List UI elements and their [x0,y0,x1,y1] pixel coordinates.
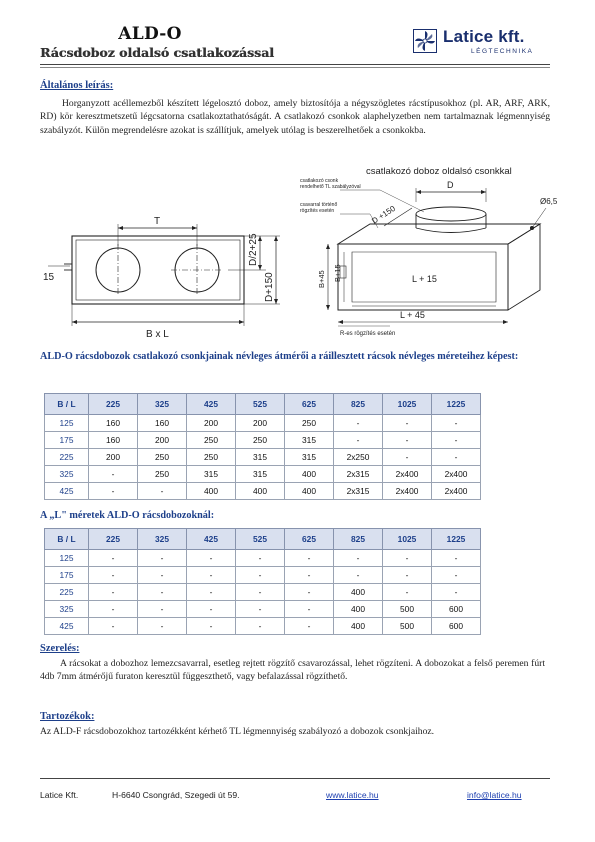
table-cell: 500 [383,618,432,635]
table-cell: 250 [138,466,187,483]
table-row-header: 225 [45,449,89,466]
diameter-table [44,393,481,500]
table-row [45,584,481,601]
table-cell: - [89,601,138,618]
table-cell: 160 [89,432,138,449]
table1-caption: ALD-O rácsdobozok csatlakozó csonkjainak névleges átmérői a ráillesztett rácsok névleges méreteihez képest: [40,351,519,362]
table-row-header: 225 [45,584,89,601]
table-cell: - [236,567,285,584]
table-header-cell: 525 [236,529,285,550]
table-header-cell: 225 [89,394,138,415]
table-cell: 160 [138,415,187,432]
dim-d2-label: D/2+25 [248,233,259,266]
table-header-cell: B / L [45,529,89,550]
table-cell: - [236,601,285,618]
table-cell: 2x400 [432,466,481,483]
table-cell: 2x400 [432,483,481,500]
table-cell: 200 [89,449,138,466]
table-cell: - [187,618,236,635]
footer-email-link[interactable]: info@latice.hu [467,790,522,800]
table-cell: 600 [432,618,481,635]
table-cell: - [285,567,334,584]
table-cell: - [236,550,285,567]
table-header-cell: 1025 [383,529,432,550]
table-header-cell: 425 [187,394,236,415]
table-row-header: 425 [45,483,89,500]
table-cell: 200 [187,415,236,432]
table-cell: 315 [236,466,285,483]
fan-logo-icon [413,29,437,53]
table-row [45,567,481,584]
table-row-header: 425 [45,618,89,635]
table-cell: 2x400 [383,483,432,500]
general-text: Horganyzott acéllemezből készített légelosztó doboz, amely biztosítója a négyszögletes rácstípusokhoz (pl. AR, ARF, ARK, RD) kör keresztmetszetű légcsatorna csatlakoztathatóságát. A csatlakozó csonkok alaphelyzetben nem tartalmaznak légmennyiség szabályzót. Külön megrendelésre azokat is szállítjuk, amelyek utólag is beszerelhetőek a csonkokba. [40,98,550,136]
table-row [45,449,481,466]
table-cell: 160 [89,415,138,432]
table-cell: 315 [285,432,334,449]
table-cell: - [138,483,187,500]
table-header-cell: 1225 [432,394,481,415]
table-row [45,618,481,635]
document-subtitle: Rácsdoboz oldalsó csatlakozással [40,45,274,60]
dim-bxl-label: B x L [146,329,169,340]
table-cell: 2x250 [334,449,383,466]
table-cell: - [383,415,432,432]
table-header-row [45,394,481,415]
table-header-cell: 625 [285,529,334,550]
table-row [45,432,481,449]
table-cell: - [334,432,383,449]
footer-company: Latice Kft. [40,790,79,800]
note-bottom: R-es rögzítés esetén [340,331,396,337]
table-cell: 400 [334,618,383,635]
company-logo [413,28,558,58]
table-cell: - [138,584,187,601]
table-cell: - [89,466,138,483]
table-cell: 500 [383,601,432,618]
iso-hole-label: Ø6,5 [540,197,558,206]
table-cell: - [89,550,138,567]
table-cell: 400 [334,584,383,601]
table-row-header: 175 [45,567,89,584]
table-cell: 2x315 [334,483,383,500]
iso-dim-d-label: D [447,180,454,190]
table-cell: - [432,550,481,567]
install-text: A rácsokat a dobozhoz lemezcsavarral, esetleg rejtett rögzítő csavarozással, lehet rögzíteni. A dobozokat a felső peremen fúrt 4db 7mm átmérőjű furaton keresztül függeszthető, vagy befalazással rögzíthető. [40,658,545,683]
header-rule-thin [40,67,550,68]
table-cell: - [187,601,236,618]
table-cell: 315 [236,449,285,466]
table-row-header: 125 [45,415,89,432]
logo-name: Latice kft. [443,27,525,46]
note-damper-line2: rendelhető TL szabályzóval [300,184,361,190]
table-cell: - [383,550,432,567]
accessories-text: Az ALD-F rácsdobozokhoz tartozékként kérhető TL légmennyiség szabályozó a dobozok csonkjaihoz. [40,726,435,737]
table-cell: 250 [187,432,236,449]
table-header-cell: 1225 [432,529,481,550]
length-table [44,528,481,635]
table-row-header: 125 [45,550,89,567]
table-cell: - [334,567,383,584]
table-row [45,415,481,432]
table-cell: - [187,550,236,567]
table-cell: - [138,601,187,618]
table-cell: - [236,584,285,601]
table-header-cell: 525 [236,394,285,415]
iso-dim-l15-label: L + 15 [412,274,437,284]
table-cell: 400 [236,483,285,500]
table-cell: 200 [138,432,187,449]
table-cell: - [334,550,383,567]
table-row-header: 325 [45,466,89,483]
table-cell: - [383,432,432,449]
iso-dim-b45-label: B+45 [317,270,326,288]
table-cell: - [432,415,481,432]
table-cell: 250 [285,415,334,432]
table-cell: - [187,567,236,584]
table-cell: - [285,618,334,635]
table-cell: - [383,584,432,601]
table-header-cell: 425 [187,529,236,550]
table2-caption: A „L" méretek ALD-O rácsdobozoknál: [40,510,215,521]
table-cell: - [138,618,187,635]
table-cell: 315 [187,466,236,483]
table-header-cell: 825 [334,529,383,550]
table-cell: - [432,449,481,466]
table-cell: 2x400 [383,466,432,483]
table-header-cell: 325 [138,394,187,415]
table-cell: - [334,415,383,432]
dim-d150-label: D+150 [264,272,275,302]
table-cell: - [285,550,334,567]
document-title: ALD-O [118,24,182,44]
iso-dim-b15-label: B+15 [333,264,342,282]
table-cell: 400 [285,483,334,500]
table-cell: 250 [187,449,236,466]
table-row [45,483,481,500]
table-header-cell: B / L [45,394,89,415]
table-header-cell: 825 [334,394,383,415]
table-row-header: 175 [45,432,89,449]
table-cell: - [89,584,138,601]
dim-t-label: T [154,216,161,227]
table-cell: - [187,584,236,601]
header-rule [40,64,550,65]
table-cell: - [383,567,432,584]
note-damper-line1: csatlakozó csonk [300,178,339,184]
title-block [40,24,340,60]
general-heading: Általános leírás: [40,80,114,91]
table-cell: - [432,567,481,584]
footer-web-link[interactable]: www.latice.hu [326,790,379,800]
iso-caption: csatlakozó doboz oldalsó csonkkal [366,166,512,177]
note-screw-line1: csavarral történő [300,202,338,208]
table-cell: - [236,618,285,635]
accessories-heading: Tartozékok: [40,711,95,722]
iso-dim-d150-label: D +150 [370,203,397,226]
table-row-header: 325 [45,601,89,618]
table-cell: - [138,550,187,567]
note-screw-line2: rögzítés esetén [300,208,335,214]
table-cell: - [285,584,334,601]
table-row [45,550,481,567]
table-cell: - [138,567,187,584]
table-cell: 400 [285,466,334,483]
table-cell: 250 [236,432,285,449]
table-cell: 2x315 [334,466,383,483]
table-cell: 200 [236,415,285,432]
table-header-cell: 225 [89,529,138,550]
table-cell: - [89,483,138,500]
logo-tagline: LÉGTECHNIKA [471,48,534,55]
table-cell: 400 [187,483,236,500]
table-row [45,466,481,483]
table-cell: - [383,449,432,466]
table-cell: 400 [334,601,383,618]
table-cell: 315 [285,449,334,466]
footer-rule [40,778,550,779]
footer-address: H-6640 Csongrád, Szegedi út 59. [112,790,240,800]
iso-dim-l45-label: L + 45 [400,310,425,320]
technical-drawings [40,162,565,342]
install-heading: Szerelés: [40,643,80,654]
table-header-cell: 625 [285,394,334,415]
front-view-drawing [48,224,280,326]
isometric-view-drawing [326,188,546,326]
table-row [45,601,481,618]
table-header-cell: 1025 [383,394,432,415]
table-cell: - [432,432,481,449]
table-cell: 250 [138,449,187,466]
table-cell: - [432,584,481,601]
table-header-cell: 325 [138,529,187,550]
table-cell: - [89,567,138,584]
table-header-row [45,529,481,550]
table-cell: - [285,601,334,618]
dim-15-label: 15 [43,272,55,283]
table-cell: 600 [432,601,481,618]
table-cell: - [89,618,138,635]
